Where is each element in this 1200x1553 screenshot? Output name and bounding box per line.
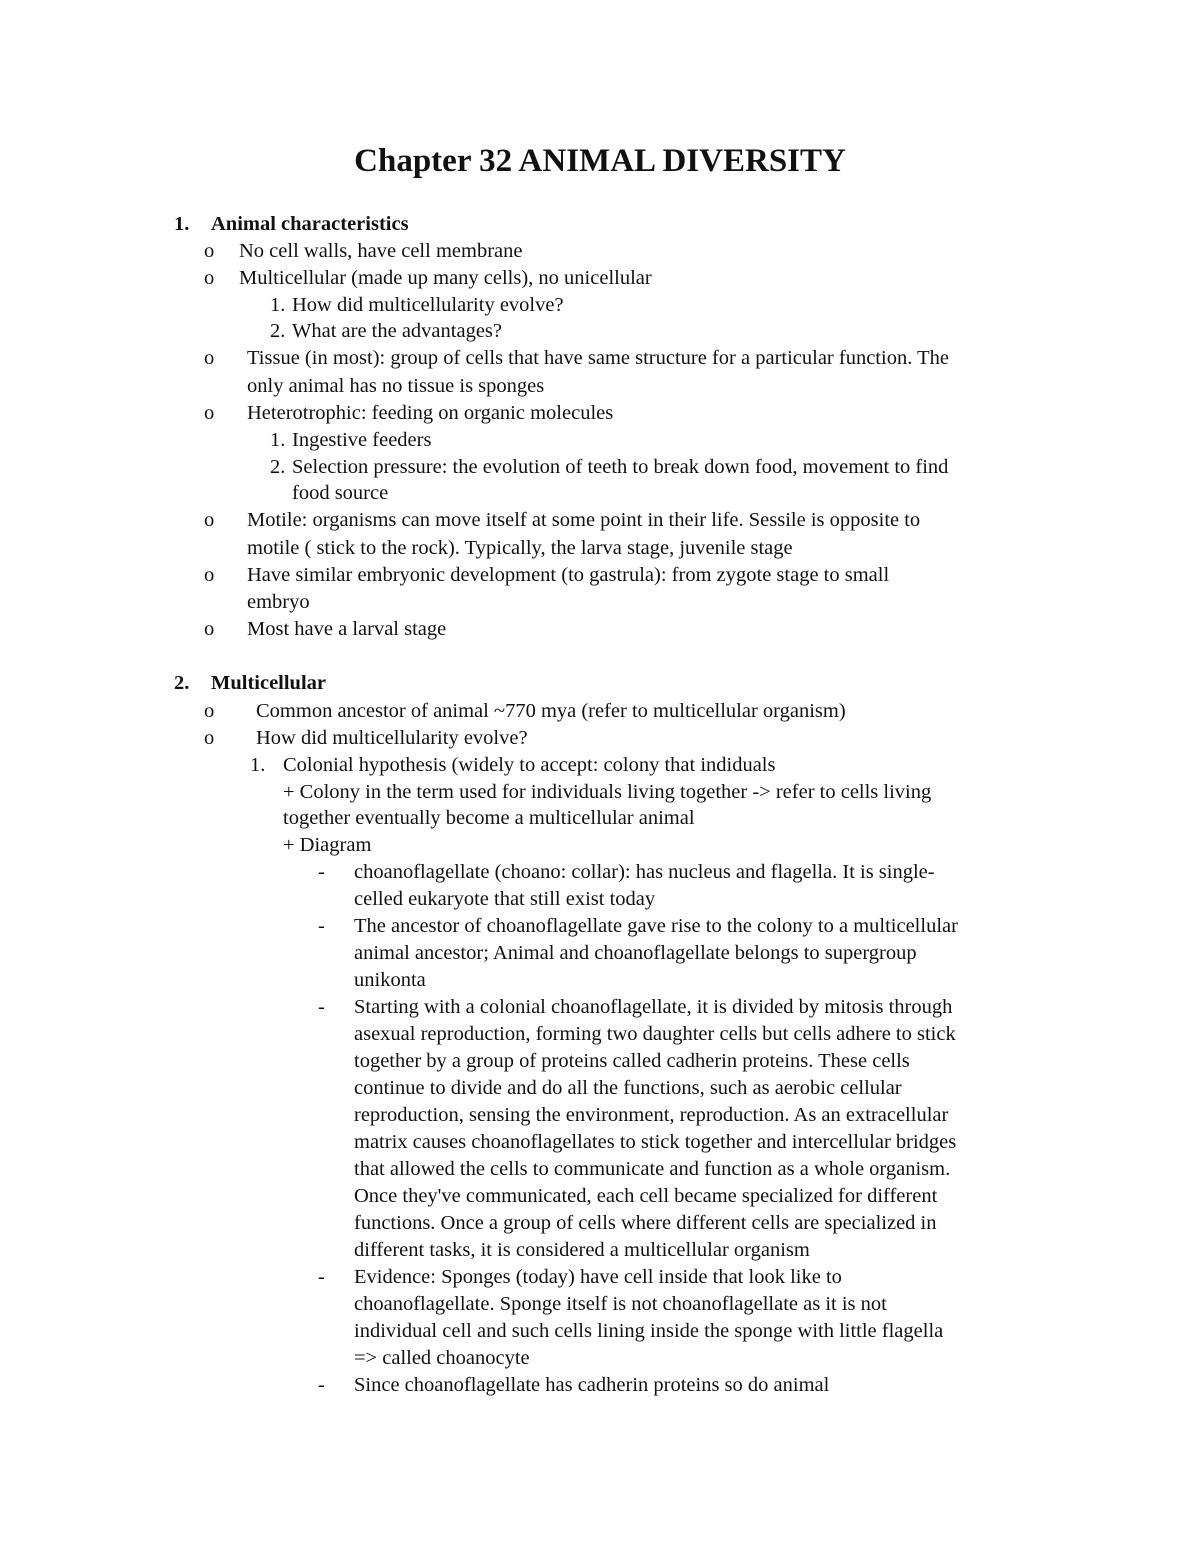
dash-marker: - — [318, 915, 325, 937]
numbered-text: Selection pressure: the evolution of teeth to break down food, movement to find — [292, 456, 949, 478]
bullet-text: Multicellular (made up many cells), no unicellular — [239, 267, 652, 289]
bullet-text: Have similar embryonic development (to gastrula): from zygote stage to small — [247, 564, 890, 586]
dash-item-text: matrix causes choanoflagellates to stick together and intercellular bridges — [354, 1131, 957, 1153]
bullet-marker: o — [204, 700, 215, 722]
dash-item-text: asexual reproduction, forming two daughter cells but cells adhere to stick — [354, 1023, 956, 1045]
dash-marker: - — [318, 1266, 325, 1288]
paragraph-text: + Diagram — [283, 834, 372, 856]
bullet-marker: o — [204, 267, 215, 289]
dash-item-text: unikonta — [354, 969, 426, 991]
numbered-text-continued: food source — [292, 482, 389, 504]
paragraph-text: together eventually become a multicellular animal — [283, 807, 695, 829]
section-heading: Animal characteristics — [211, 213, 409, 235]
bullet-marker: o — [204, 240, 215, 262]
bullet-marker: o — [204, 347, 215, 369]
bullet-text: How did multicellularity evolve? — [256, 727, 528, 749]
page-title: Chapter 32 ANIMAL DIVERSITY — [354, 143, 846, 179]
number-marker: 1. — [250, 754, 266, 776]
dash-item-text: animal ancestor; Animal and choanoflagellate belongs to supergroup — [354, 942, 917, 964]
bullet-text: Most have a larval stage — [247, 618, 447, 640]
dash-item-text: Evidence: Sponges (today) have cell inside that look like to — [354, 1266, 842, 1288]
section-heading: Multicellular — [211, 672, 327, 694]
dash-item-text: Since choanoflagellate has cadherin proteins so do animal — [354, 1374, 830, 1396]
dash-item-text: choanoflagellate (choano: collar): has nucleus and flagella. It is single- — [354, 861, 935, 883]
bullet-text: Motile: organisms can move itself at some point in their life. Sessile is opposite to — [247, 509, 921, 531]
numbered-text: How did multicellularity evolve? — [292, 294, 564, 316]
dash-item-text: The ancestor of choanoflagellate gave rise to the colony to a multicellular — [354, 915, 958, 937]
dash-item-text: celled eukaryote that still exist today — [354, 888, 656, 910]
bullet-marker: o — [204, 618, 215, 640]
dash-marker: - — [318, 996, 325, 1018]
dash-item-text: that allowed the cells to communicate and function as a whole organism. — [354, 1158, 951, 1180]
dash-item-text: together by a group of proteins called cadherin proteins. These cells — [354, 1050, 910, 1072]
numbered-text: What are the advantages? — [292, 320, 503, 342]
dash-item-text: Once they've communicated, each cell became specialized for different — [354, 1185, 938, 1207]
section-number: 2. — [174, 672, 190, 694]
numbered-text: Ingestive feeders — [292, 429, 432, 451]
bullet-marker: o — [204, 402, 215, 424]
dash-item-text: continue to divide and do all the functions, such as aerobic cellular — [354, 1077, 902, 1099]
bullet-text: Common ancestor of animal ~770 mya (refer to multicellular organism) — [256, 700, 846, 722]
bullet-text-continued: only animal has no tissue is sponges — [247, 375, 545, 397]
bullet-text: No cell walls, have cell membrane — [239, 240, 523, 262]
dash-item-text: choanoflagellate. Sponge itself is not choanoflagellate as it is not — [354, 1293, 887, 1315]
bullet-marker: o — [204, 727, 215, 749]
dash-item-text: different tasks, it is considered a multicellular organism — [354, 1239, 810, 1261]
bullet-marker: o — [204, 509, 215, 531]
dash-item-text: => called choanocyte — [354, 1347, 530, 1369]
bullet-text-continued: embryo — [247, 591, 310, 613]
bullet-text-continued: motile ( stick to the rock). Typically, the larva stage, juvenile stage — [247, 537, 793, 559]
dash-item-text: individual cell and such cells lining inside the sponge with little flagella — [354, 1320, 944, 1342]
paragraph-text: + Colony in the term used for individuals living together -> refer to cells living — [283, 781, 932, 803]
number-marker: 2. — [270, 456, 286, 478]
dash-marker: - — [318, 861, 325, 883]
dash-item-text: reproduction, sensing the environment, reproduction. As an extracellular — [354, 1104, 949, 1126]
bullet-marker: o — [204, 564, 215, 586]
dash-item-text: Starting with a colonial choanoflagellate, it is divided by mitosis through — [354, 996, 953, 1018]
number-marker: 2. — [270, 320, 286, 342]
section-number: 1. — [174, 213, 190, 235]
number-marker: 1. — [270, 294, 286, 316]
dash-marker: - — [318, 1374, 325, 1396]
number-marker: 1. — [270, 429, 286, 451]
bullet-text: Heterotrophic: feeding on organic molecules — [247, 402, 614, 424]
bullet-text: Tissue (in most): group of cells that have same structure for a particular function. The — [247, 347, 949, 369]
dash-item-text: functions. Once a group of cells where different cells are specialized in — [354, 1212, 937, 1234]
numbered-text: Colonial hypothesis (widely to accept: colony that indiduals — [283, 754, 776, 776]
